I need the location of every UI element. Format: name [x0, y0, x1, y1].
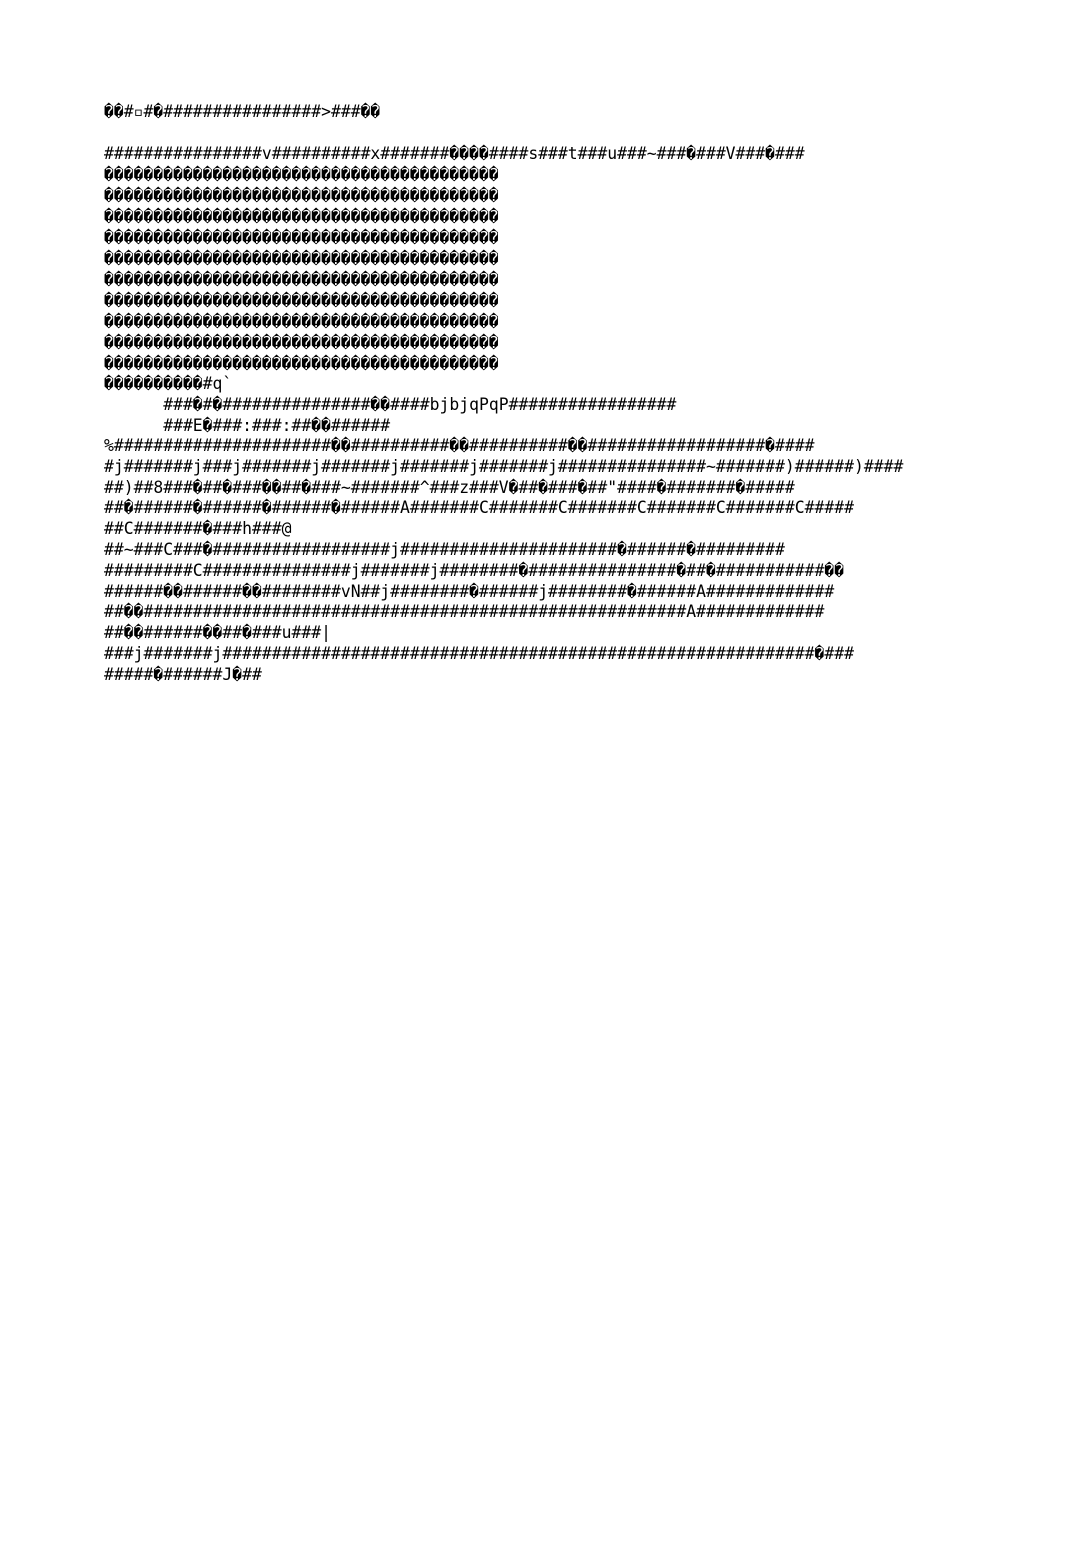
text-line: ###j#######j############################################################�### — [104, 644, 854, 663]
text-line: ##��#######################################################A############# — [104, 602, 825, 621]
text-line: ���������������������������������������� — [104, 207, 499, 226]
text-line: ###�#�###############��####bjbjqPqP################# — [104, 395, 677, 414]
text-line: ���������������������������������������� — [104, 270, 499, 289]
header-line: ��#▫#�################>###�� — [104, 102, 381, 121]
text-line: ���������������������������������������� — [104, 291, 499, 310]
text-line: ###E�###:###:##��###### — [104, 416, 391, 435]
text-line: ���������������������������������������� — [104, 249, 499, 268]
text-line: ���������������������������������������� — [104, 333, 499, 352]
text-line: ���������������������������������������� — [104, 186, 499, 205]
text-line: ##C#######�###h###@ — [104, 519, 292, 538]
text-line: ���������������������������������������� — [104, 228, 499, 247]
text-line: ######��######��########vN##j########�######j########�######A############# — [104, 582, 835, 601]
text-line: #########C###############j#######j########�###############�##�###########�� — [104, 561, 845, 580]
text-line: #j#######j###j#######j#######j#######j#######j###############~#######)######)#### — [104, 457, 904, 476]
text-line: ���������������������������������������� — [104, 312, 499, 331]
text-line: ##)##8###�##�###��##�###~#######^###z###V�##�###�##"####�#######�##### — [104, 478, 795, 497]
text-line: ##��######��##�###u###| — [104, 623, 331, 642]
text-line: ���������������������������������������� — [104, 354, 499, 373]
text-line: %######################��##########��##########��##################�#### — [104, 436, 815, 455]
text-line: ##�######�######�######�######A#######C#######C#######C#######C#######C##### — [104, 498, 854, 517]
text-line: ################v##########x#######����####s###t###u###~###�###V###�### — [104, 144, 805, 163]
text-line: ���������������������������������������� — [104, 165, 499, 184]
text-line: ##~###C###�##################j######################�######�######### — [104, 540, 785, 559]
text-line: ����������#q` — [104, 374, 233, 393]
text-line: #####�######J�## — [104, 665, 262, 684]
